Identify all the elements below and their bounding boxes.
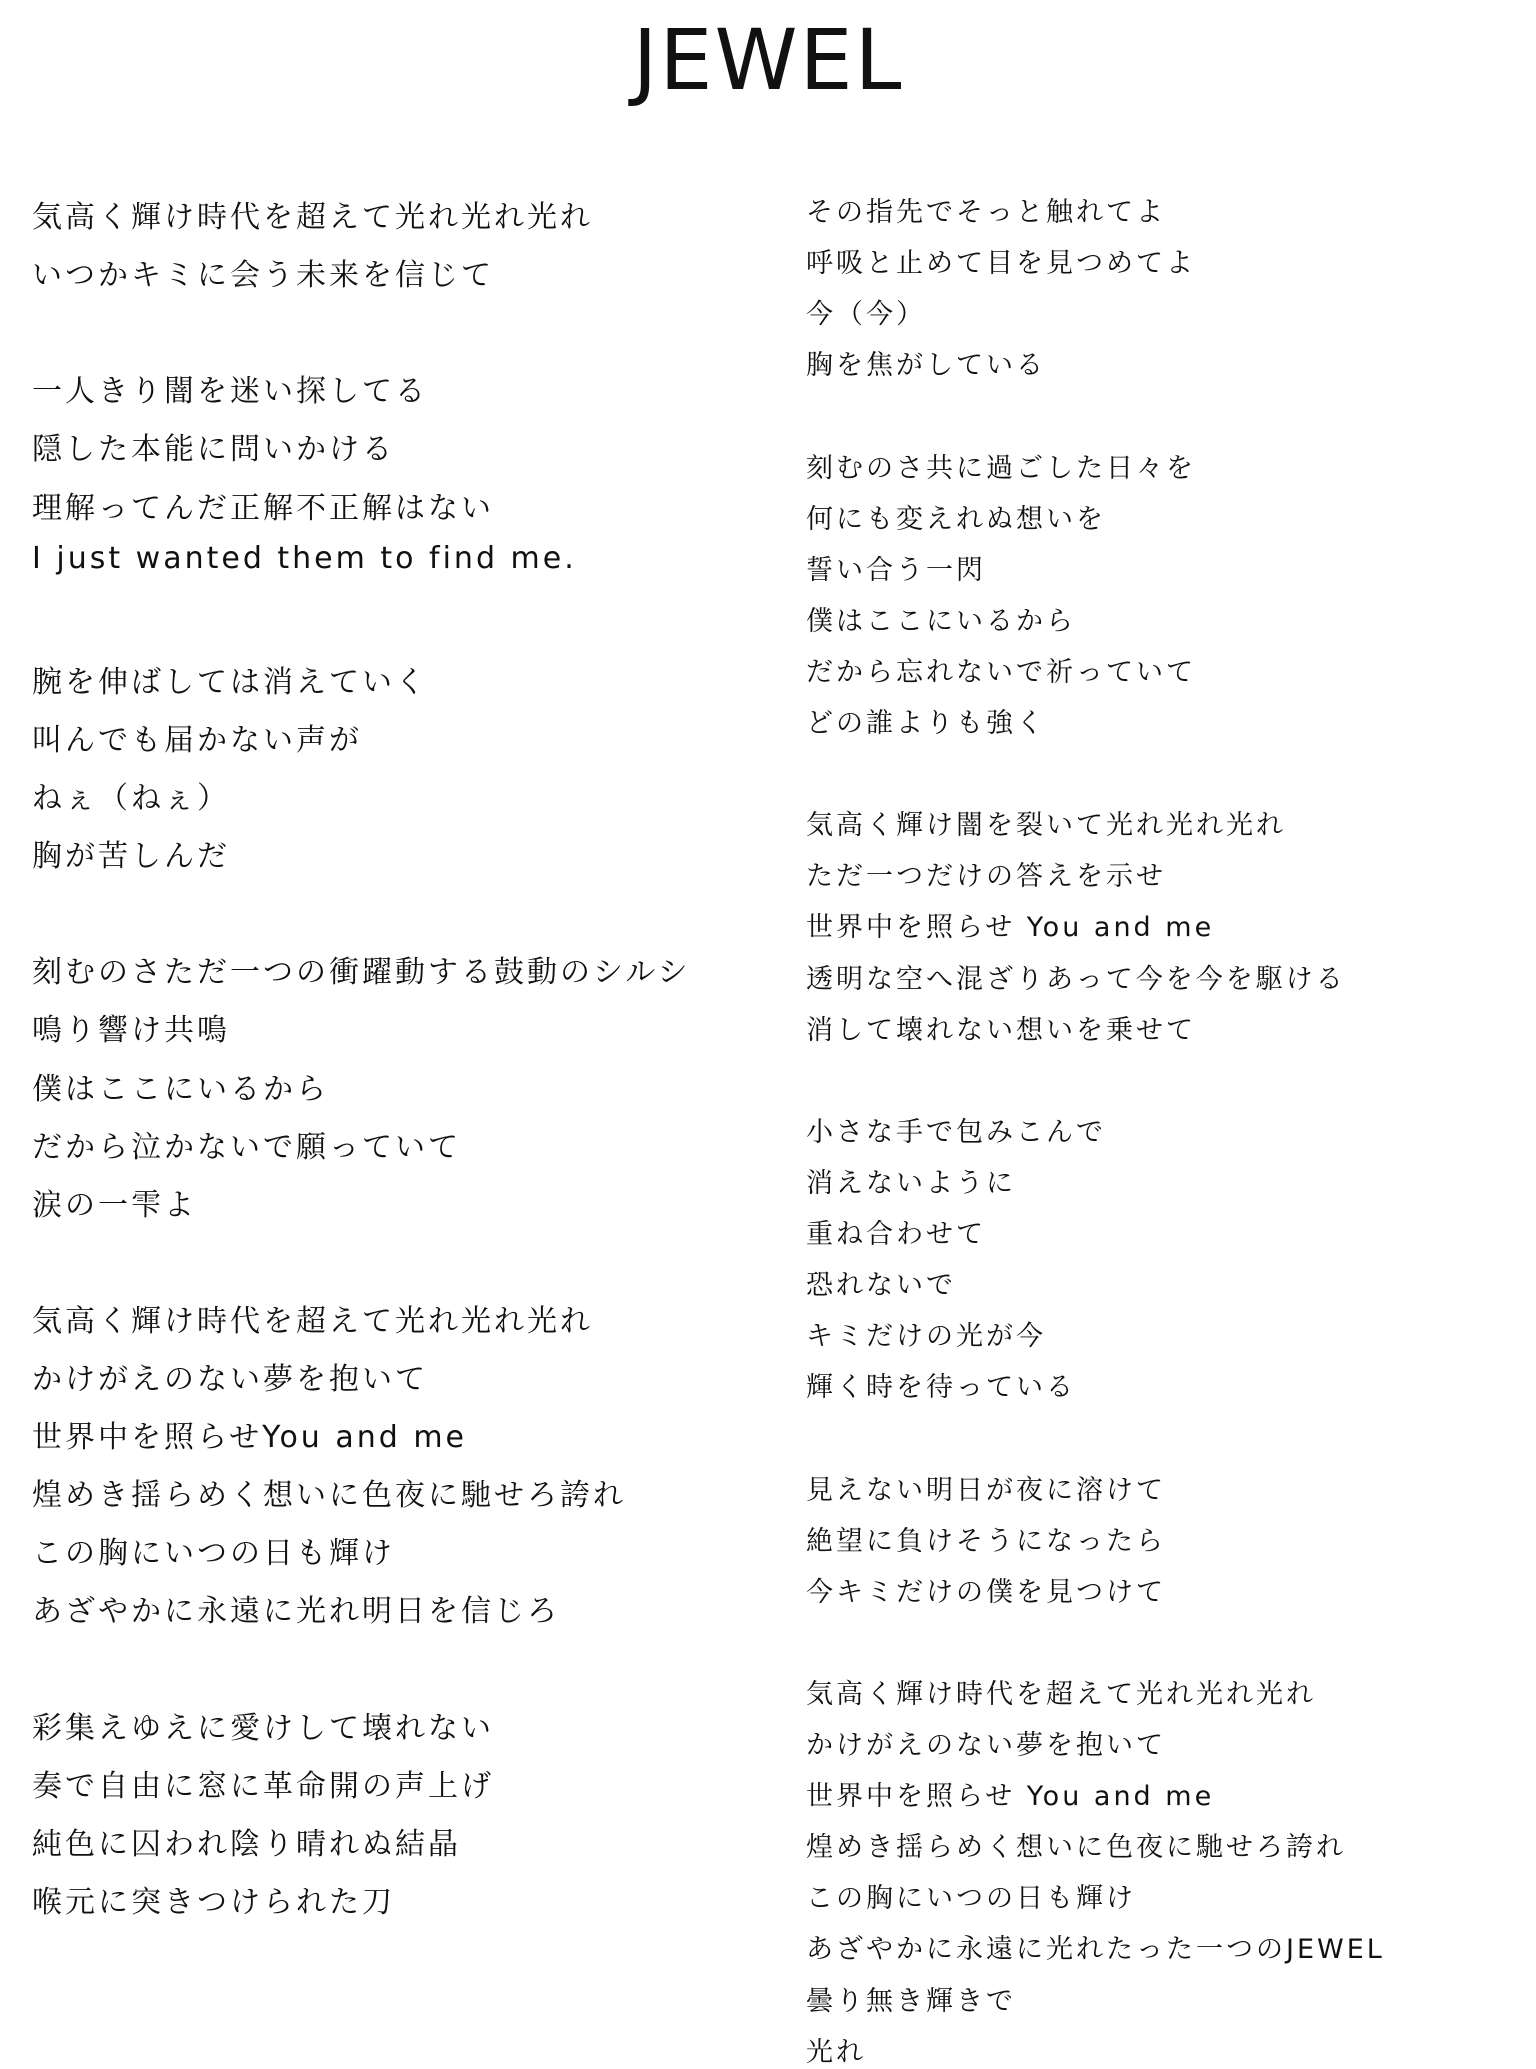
lyric-line: 光れ	[806, 2036, 866, 2068]
lyric-line: 僕はここにいるから	[32, 1071, 329, 1107]
lyric-line: 彩集えゆえに愛けして壊れない	[32, 1710, 494, 1746]
lyric-line: 叫んでも届かない声が	[32, 722, 362, 758]
lyric-line: 誓い合う一閃	[806, 554, 986, 586]
lyric-line: 理解ってんだ正解不正解はない	[32, 490, 494, 526]
lyric-line: 奏で自由に窓に革命開の声上げ	[32, 1768, 494, 1804]
lyric-line: キミだけの光が今	[806, 1321, 1046, 1353]
lyric-line: だから泣かないで願っていて	[32, 1129, 461, 1165]
lyric-line: 一人きり闇を迷い探してる	[32, 374, 428, 410]
lyric-line: 純色に囚われ陰り晴れぬ結晶	[32, 1826, 461, 1862]
lyric-line: 涙の一雫よ	[32, 1187, 197, 1223]
lyric-line: この胸にいつの日も輝け	[806, 1883, 1136, 1915]
lyric-line: いつかキミに会う未来を信じて	[32, 258, 494, 294]
lyric-line: 世界中を照らせYou and me	[32, 1420, 468, 1456]
lyric-line: あざやかに永遠に光れたった一つのJEWEL	[806, 1934, 1385, 1966]
lyric-line: 煌めき揺らめく想いに色夜に馳せろ誇れ	[32, 1478, 626, 1514]
lyric-line: 見えない明日が夜に溶けて	[806, 1474, 1166, 1506]
lyric-line: 重ね合わせて	[806, 1219, 986, 1250]
lyric-line: 何にも変えれぬ想いを	[806, 503, 1106, 535]
lyric-line: ただ一つだけの答えを示せ	[806, 861, 1166, 893]
lyric-line: 輝く時を待っている	[806, 1372, 1076, 1404]
lyric-line: 気高く輝け時代を超えて光れ光れ光れ	[32, 200, 593, 235]
lyric-line: どの誰よりも強く	[806, 708, 1046, 739]
lyric-line: 透明な空へ混ざりあって今を今を駆ける	[806, 963, 1346, 995]
lyric-line: 世界中を照らせ You and me	[806, 912, 1215, 944]
lyric-line: 胸を焦がしている	[806, 350, 1046, 382]
lyric-line: かけがえのない夢を抱いて	[32, 1362, 428, 1397]
lyric-line: 曇り無き輝きで	[806, 1985, 1016, 2017]
lyric-line: 今キミだけの僕を見つけて	[806, 1576, 1166, 1608]
lyric-line: 気高く輝け時代を超えて光れ光れ光れ	[806, 1678, 1316, 1710]
lyric-line: あざやかに永遠に光れ明日を信じろ	[32, 1594, 560, 1630]
lyric-line: その指先でそっと触れてよ	[806, 197, 1166, 228]
lyric-line: 喉元に突きつけられた刀	[32, 1884, 395, 1920]
song-title: JEWEL	[632, 11, 904, 109]
lyric-line: 呼吸と止めて目を見つめてよ	[806, 248, 1196, 280]
lyric-line: 気高く輝け時代を超えて光れ光れ光れ	[32, 1303, 593, 1339]
lyric-line: 消えないように	[806, 1167, 1016, 1199]
lyric-line: 小さな手で包みこんで	[806, 1116, 1106, 1148]
lyric-line: この胸にいつの日も輝け	[32, 1536, 395, 1572]
lyric-line: 消して壊れない想いを乗せて	[806, 1014, 1196, 1046]
lyric-line: 僕はここにいるから	[806, 605, 1076, 637]
lyric-line: 胸が苦しんだ	[32, 839, 230, 875]
lyric-line: 刻むのさ共に過ごした日々を	[806, 452, 1196, 484]
lyric-line: 刻むのさただ一つの衝躍動する鼓動のシルシ	[32, 955, 691, 991]
lyric-line: 絶望に負けそうになったら	[806, 1525, 1166, 1557]
lyric-line: だから忘れないで祈っていて	[806, 656, 1196, 688]
lyric-line: ねぇ（ねぇ）	[32, 781, 230, 816]
lyric-line: 今（今）	[806, 299, 926, 331]
lyric-line: 煌めき揺らめく想いに色夜に馳せろ誇れ	[806, 1832, 1346, 1864]
lyric-line: 気高く輝け闇を裂いて光れ光れ光れ	[806, 810, 1286, 842]
lyric-line: 恐れないで	[806, 1270, 956, 1302]
lyric-line: I just wanted them to find me.	[32, 540, 577, 576]
lyric-line: 世界中を照らせ You and me	[806, 1781, 1215, 1813]
lyric-line: 鳴り響け共鳴	[32, 1013, 230, 1049]
lyric-line: 腕を伸ばしては消えていく	[32, 664, 428, 700]
lyric-line: 隠した本能に問いかける	[32, 432, 395, 468]
lyric-line: かけがえのない夢を抱いて	[806, 1730, 1166, 1761]
